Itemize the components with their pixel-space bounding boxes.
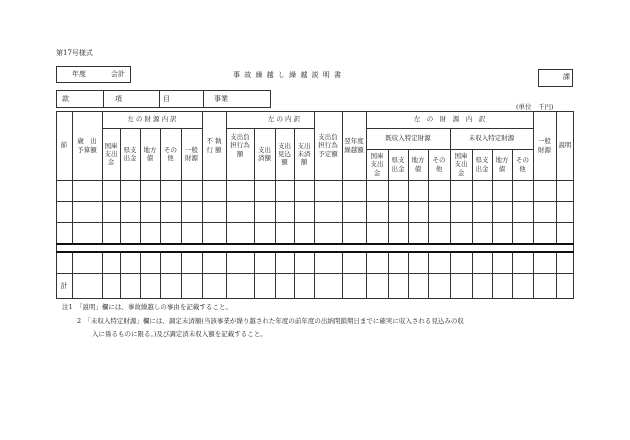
account-label: 会計 [111, 70, 125, 78]
header-sonota: その 他 [164, 145, 177, 162]
header-setsu: 節 [60, 141, 68, 150]
header-kokko-shishutsukin-kishuu: 国庫 支出 金 [370, 152, 384, 177]
header-breakdown-left: 左 の 財 源 内 訳 [127, 115, 177, 124]
header-breakdown-right: 左 の 財 源 内 訳 [413, 115, 486, 124]
header-ippan-zaigen-right: 一般 財源 [538, 137, 551, 154]
header-chihousai-mishuu: 地方 債 [495, 156, 509, 173]
kan-label: 款 [62, 95, 69, 103]
document-title: 事 故 繰 越 し 繰 越 説 明 書 [233, 71, 343, 79]
header-saishutsu-yosangaku: 歳 出 予算額 [77, 137, 97, 154]
jigyou-label: 事業 [214, 95, 228, 103]
form-number: 第17号様式 [56, 49, 93, 57]
header-shishutsu-mikomi-gaku: 支出 見込 額 [278, 141, 291, 167]
year-label: 年度 [72, 70, 86, 78]
header-shishutsu-mizai-gaku: 支出 未済 額 [297, 141, 311, 167]
header-fushikko: 不 執 行 額 [206, 137, 222, 154]
unit-label: (単位 千円) [516, 103, 554, 111]
header-mishuunyuu-tokutei-zaigen: 未収入特定財源 [468, 134, 515, 143]
header-ken-shishutsukin-kishuu: 県支 出金 [391, 156, 405, 173]
header-kishuunyuu-tokutei-zaigen: 既収入特定財源 [385, 134, 431, 143]
header-kokko-shishutsukin: 国庫 支出 金 [104, 141, 118, 167]
header-sonota-mishuu: その 他 [516, 156, 529, 173]
header-ken-shishutsukin: 県支 出金 [123, 145, 137, 162]
header-chihousai: 地方 債 [143, 145, 157, 162]
department-label: 課 [563, 73, 570, 81]
header-breakdown-middle: 左 の 内 訳 [267, 115, 301, 124]
note-2: 2 「未収入特定財源」欄には、調定未済額(当該事業が繰り越された年度の前年度の出納閉鎖期日までに確実に収入される見込みの収 [77, 317, 464, 325]
header-kokko-shishutsukin-mishuu: 国庫 支出 金 [454, 152, 468, 177]
header-sonota-kishuu: その 他 [432, 156, 446, 173]
header-chihousai-kishuu: 地方 債 [411, 156, 425, 173]
note-2-continued: 入に係るものに限る。)及び調定済未収入額を記載すること。 [92, 330, 267, 338]
moku-label: 目 [163, 95, 170, 103]
header-ippan-zaigen: 一般 財源 [185, 145, 198, 162]
kou-label: 項 [115, 95, 122, 103]
header-shishutsu-futan-koui-gaku: 支出負 担行為 額 [230, 133, 250, 158]
total-label: 計 [60, 281, 68, 290]
header-setsumei: 説明 [558, 141, 572, 150]
header-ken-shishutsukin-mishuu: 県支 出金 [475, 156, 489, 173]
header-shishutsu-sumi-gaku: 支出 済額 [258, 145, 271, 162]
note-1: 注1 「説明」欄には、事故繰越しの事由を記載すること。 [62, 303, 232, 311]
header-yokunendo-kurikoshi-gaku: 翌年度 繰越額 [344, 137, 364, 154]
header-shishutsu-futan-koui-yotei-gaku: 支出負 担行為 予定額 [318, 133, 338, 158]
